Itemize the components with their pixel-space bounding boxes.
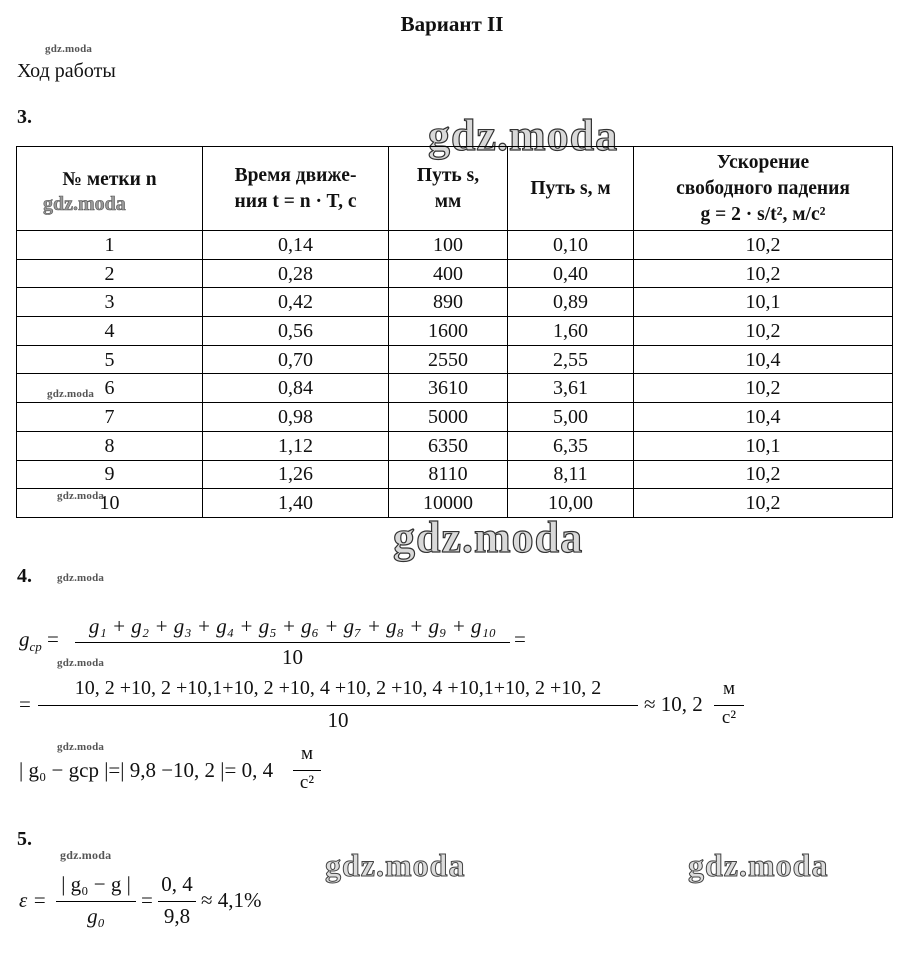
- table-cell: 0,56: [203, 317, 389, 346]
- fraction-bar: [56, 901, 136, 902]
- table-cell: 2: [17, 259, 203, 288]
- watermark: gdz.moda: [325, 847, 466, 883]
- table-cell: 10,2: [634, 317, 893, 346]
- table-cell: 10,2: [634, 460, 893, 489]
- fraction1-denominator: g₀: [87, 904, 105, 928]
- table-cell: 0,89: [508, 288, 634, 317]
- unit-numerator: м: [300, 743, 314, 764]
- table-cell: 0,40: [508, 259, 634, 288]
- header-text: Ускорение: [716, 151, 810, 173]
- table-cell: 8110: [389, 460, 508, 489]
- table-cell: 1600: [389, 317, 508, 346]
- table-row: [17, 317, 893, 346]
- table-cell: 10,4: [634, 345, 893, 374]
- table-cell: 1: [17, 231, 203, 260]
- table-cell: 3: [17, 288, 203, 317]
- table-cell: 0,70: [203, 345, 389, 374]
- equals-sign: =: [514, 627, 526, 651]
- table-row: [17, 374, 893, 403]
- equals-sign: =: [19, 692, 31, 716]
- table-header-row: [17, 147, 893, 231]
- unit-numerator: м: [722, 678, 736, 699]
- table-cell: 0,28: [203, 259, 389, 288]
- formula-denominator: 10: [282, 645, 303, 669]
- table-cell: 0,84: [203, 374, 389, 403]
- table-cell: 1,26: [203, 460, 389, 489]
- watermark: gdz.moda: [43, 192, 126, 215]
- fraction-bar: [38, 705, 638, 706]
- table-cell: 0,10: [508, 231, 634, 260]
- table-cell: 2,55: [508, 345, 634, 374]
- watermark: gdz.moda: [688, 847, 829, 883]
- section-number-5: 5.: [17, 828, 32, 850]
- cell-text: 10: [99, 492, 120, 515]
- formula-symbol: g: [19, 627, 30, 651]
- formula-result: ≈ 10, 2: [644, 692, 703, 716]
- watermark: gdz.moda: [57, 741, 105, 753]
- header-text: свободного падения: [676, 177, 850, 199]
- header-path-mm: [389, 147, 508, 231]
- watermark: gdz.moda: [60, 848, 112, 862]
- table-cell: 3,61: [508, 374, 634, 403]
- unit-denominator: с²: [721, 707, 737, 728]
- watermark: gdz.moda: [428, 111, 619, 160]
- fraction-bar: [75, 642, 510, 643]
- header-text: № метки n: [62, 168, 157, 190]
- section-number-3: 3.: [17, 106, 32, 128]
- table-cell: 890: [389, 288, 508, 317]
- table-cell: 10,00: [508, 489, 634, 518]
- table-cell: 5000: [389, 403, 508, 432]
- page-title: Вариант II: [400, 12, 504, 36]
- deviation-expression: | g₀ − gср |=| 9,8 −10, 2 |= 0, 4: [19, 758, 274, 782]
- table-row: [17, 431, 893, 460]
- table-cell: 10,1: [634, 431, 893, 460]
- table-cell: 10,2: [634, 374, 893, 403]
- watermark: gdz.moda: [57, 490, 105, 503]
- table-row: [17, 231, 893, 260]
- formula-subscript: ср: [29, 639, 42, 655]
- header-mark-number: [17, 147, 203, 231]
- table-cell: 0,98: [203, 403, 389, 432]
- header-text: Путь s, м: [530, 177, 611, 199]
- fraction-bar: [293, 770, 321, 771]
- table-cell: 0,42: [203, 288, 389, 317]
- table-cell: [17, 374, 203, 403]
- header-text: ния t = n · T, с: [234, 190, 357, 212]
- watermark: gdz.moda: [57, 572, 105, 584]
- table-cell: 10,4: [634, 403, 893, 432]
- table-cell: 3610: [389, 374, 508, 403]
- header-acceleration: [634, 147, 893, 231]
- table-row: [17, 288, 893, 317]
- equals-sign: =: [141, 888, 153, 912]
- table-cell: 5: [17, 345, 203, 374]
- table-cell: 7: [17, 403, 203, 432]
- fraction1-numerator: | g₀ − g |: [61, 872, 131, 896]
- table-cell: 0,14: [203, 231, 389, 260]
- table-cell: 1,60: [508, 317, 634, 346]
- header-text: Путь s,: [416, 164, 480, 186]
- formula-numerator: g₁ + g₂ + g₃ + g₄ + g₅ + g₆ + g₇ + g₈ + g₉ + g₁₀: [88, 614, 497, 638]
- table-cell: 8,11: [508, 460, 634, 489]
- fraction2-numerator: 0, 4: [161, 872, 193, 896]
- results-table: [16, 146, 893, 518]
- table-row: [17, 403, 893, 432]
- table-cell: 10,2: [634, 231, 893, 260]
- watermark: gdz.moda: [47, 388, 95, 401]
- epsilon-result: ≈ 4,1%: [201, 888, 262, 912]
- header-time: [203, 147, 389, 231]
- table-cell: 1,12: [203, 431, 389, 460]
- table-cell: 2550: [389, 345, 508, 374]
- epsilon-lhs: ε =: [19, 888, 47, 912]
- watermark: gdz.moda: [45, 43, 93, 55]
- header-path-m: [508, 147, 634, 231]
- table-cell: 8: [17, 431, 203, 460]
- table-cell: 4: [17, 317, 203, 346]
- table-cell: 1,40: [203, 489, 389, 518]
- table-cell: 10000: [389, 489, 508, 518]
- fraction-bar: [714, 705, 744, 706]
- section-number-4: 4.: [17, 565, 32, 587]
- table-cell: 10,1: [634, 288, 893, 317]
- header-text: g = 2 · s/t², м/с²: [700, 203, 826, 225]
- table-cell: 6350: [389, 431, 508, 460]
- unit-denominator: с²: [299, 772, 315, 793]
- table-row: [17, 345, 893, 374]
- section-heading: Ход работы: [17, 60, 116, 82]
- table-row: [17, 259, 893, 288]
- table-cell: 6,35: [508, 431, 634, 460]
- table-cell: 10,2: [634, 259, 893, 288]
- fraction2-denominator: 9,8: [163, 904, 191, 928]
- table-cell: 5,00: [508, 403, 634, 432]
- table-cell: [17, 489, 203, 518]
- header-text: мм: [434, 190, 462, 212]
- table-cell: 400: [389, 259, 508, 288]
- formula-denominator: 10: [327, 708, 349, 732]
- formula-lhs: $g_{ср}$ =: [19, 627, 59, 655]
- cell-text: 6: [104, 377, 115, 400]
- table-cell: 9: [17, 460, 203, 489]
- watermark: gdz.moda: [393, 513, 584, 562]
- formula-numerator: 10, 2 +10, 2 +10,1+10, 2 +10, 4 +10, 2 +10, 4 +10,1+10, 2 +10, 2: [74, 677, 602, 699]
- table-cell: 100: [389, 231, 508, 260]
- fraction-bar: [158, 901, 196, 902]
- header-text: Время движе-: [234, 164, 357, 186]
- table-cell: 10,2: [634, 489, 893, 518]
- table-row: [17, 460, 893, 489]
- watermark: gdz.moda: [57, 657, 105, 669]
